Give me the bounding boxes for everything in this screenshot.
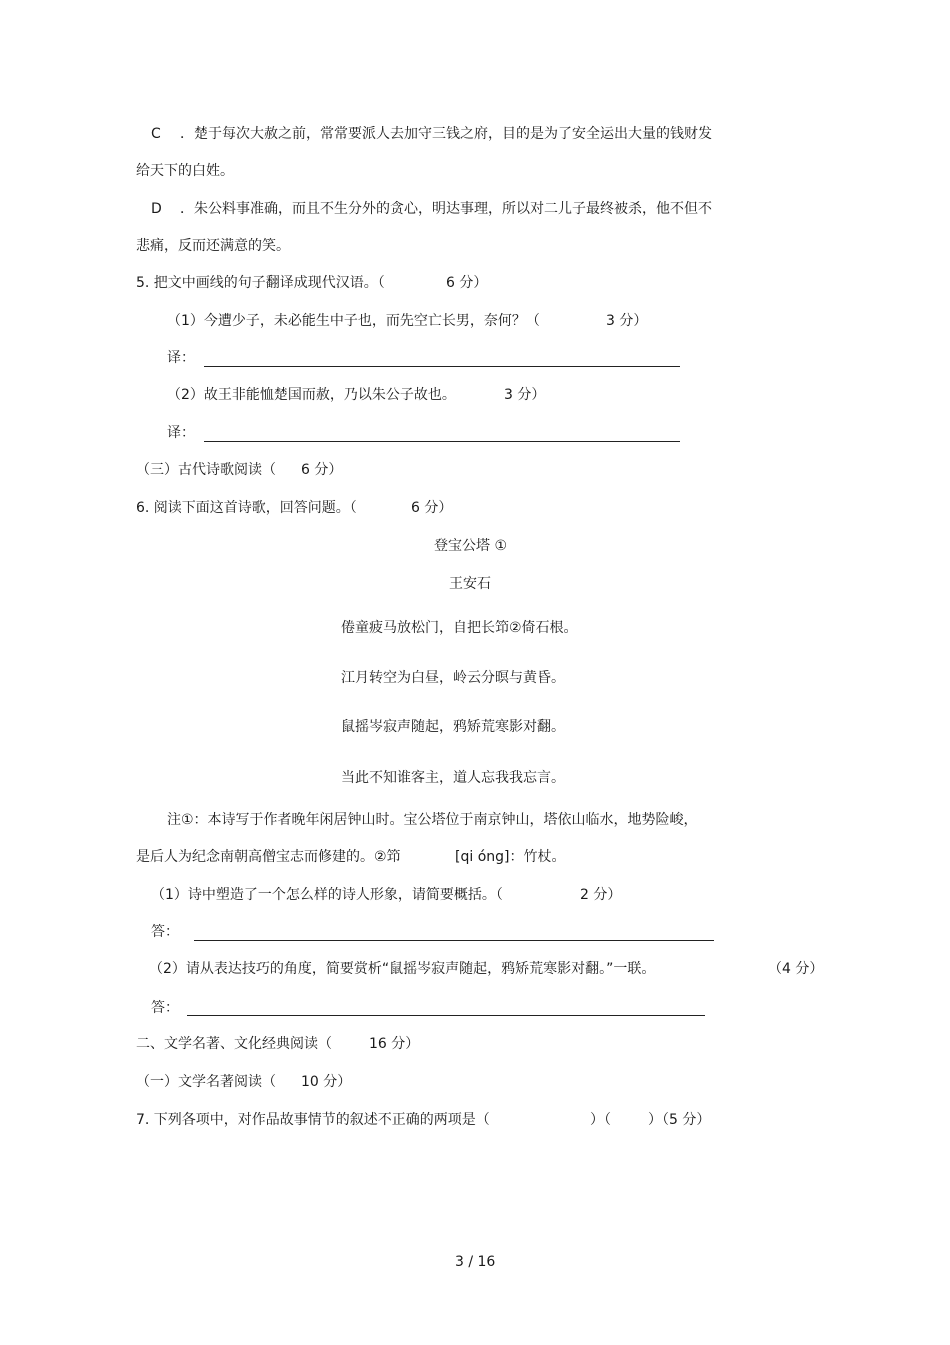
section-1-title: （一）文学名著阅读（ xyxy=(136,1074,276,1090)
question-5-answer2-label: 译： xyxy=(167,425,195,441)
question-6-score: 6 分） xyxy=(411,500,453,516)
question-5-answer2-line[interactable] xyxy=(204,441,680,442)
option-d-text-line2: 悲痛，反而还满意的笑。 xyxy=(136,238,290,254)
question-5-sub2-score: 3 分） xyxy=(504,387,546,403)
page-number: 3 / 16 xyxy=(455,1254,496,1270)
poem-note-line2a: 是后人为纪念南朝高僧宝志而修建的。②笻 xyxy=(136,849,401,865)
question-6-sub2: （2）请从表达技巧的角度，简要赏析“鼠摇岑寂声随起，鸦矫荒寒影对翻。”一联。 xyxy=(149,961,656,977)
option-d-text-line1: ．朱公料事准确，而且不生分外的贪心，明达事理，所以对二儿子最终被杀，他不但不 xyxy=(180,201,712,217)
question-6-sub2-score: （4 分） xyxy=(768,961,824,977)
section-1-score: 10 分） xyxy=(301,1074,352,1090)
question-5-stem: 5. 把文中画线的句子翻译成现代汉语。（ xyxy=(136,275,385,291)
option-c-text-line2: 给天下的白姓。 xyxy=(136,163,234,179)
poem-line-1: 倦童疲马放松门，自把长笻②倚石根。 xyxy=(341,620,578,636)
option-d-label: D xyxy=(151,201,162,217)
option-c-text-line1: ．楚于每次大赦之前，常常要派人去加守三钱之府，目的是为了安全运出大量的钱财发 xyxy=(180,126,712,142)
question-7-score: ）（5 分） xyxy=(648,1112,711,1128)
question-6-answer1-line[interactable] xyxy=(194,940,714,941)
question-5-sub1: （1）今遭少子，未必能生中子也，而先空亡长男，奈何？（ xyxy=(167,313,540,329)
question-5-sub1-score: 3 分） xyxy=(606,313,648,329)
question-5-sub2: （2）故王非能恤楚国而赦，乃以朱公子故也。 xyxy=(167,387,456,403)
question-6-answer2-label: 答： xyxy=(151,1000,179,1016)
poem-line-2: 江月转空为白昼，岭云分暝与黄昏。 xyxy=(341,670,565,686)
poem-line-3: 鼠摇岑寂声随起，鸦矫荒寒影对翻。 xyxy=(341,719,565,735)
poem-note-line2b: [qi óng]：竹杖。 xyxy=(455,849,566,865)
option-c-label: C xyxy=(151,126,161,142)
question-6-sub1-score: 2 分） xyxy=(580,887,622,903)
part-2-score: 16 分） xyxy=(369,1036,420,1052)
poem-line-4: 当此不知谁客主，道人忘我我忘言。 xyxy=(341,770,565,786)
question-5-score: 6 分） xyxy=(446,275,488,291)
question-6-stem: 6. 阅读下面这首诗歌，回答问题。（ xyxy=(136,500,357,516)
question-5-answer1-line[interactable] xyxy=(204,366,680,367)
question-6-answer1-label: 答： xyxy=(151,924,179,940)
section-3-title: （三）古代诗歌阅读（ xyxy=(136,462,276,478)
question-6-sub1: （1）诗中塑造了一个怎么样的诗人形象，请简要概括。（ xyxy=(151,887,503,903)
section-3-score: 6 分） xyxy=(301,462,343,478)
question-7-stem: 7. 下列各项中，对作品故事情节的叙述不正确的两项是（ xyxy=(136,1112,490,1128)
question-7-paren: ）（ xyxy=(590,1112,611,1128)
part-2-title: 二、文学名著、文化经典阅读（ xyxy=(136,1036,332,1052)
question-6-answer2-line[interactable] xyxy=(187,1015,705,1016)
question-5-answer1-label: 译： xyxy=(167,350,195,366)
poem-title: 登宝公塔 ① xyxy=(434,538,508,554)
poem-note-line1: 注①：本诗写于作者晚年闲居钟山时。宝公塔位于南京钟山，塔依山临水，地势险峻， xyxy=(167,812,698,828)
poem-author: 王安石 xyxy=(449,576,491,592)
